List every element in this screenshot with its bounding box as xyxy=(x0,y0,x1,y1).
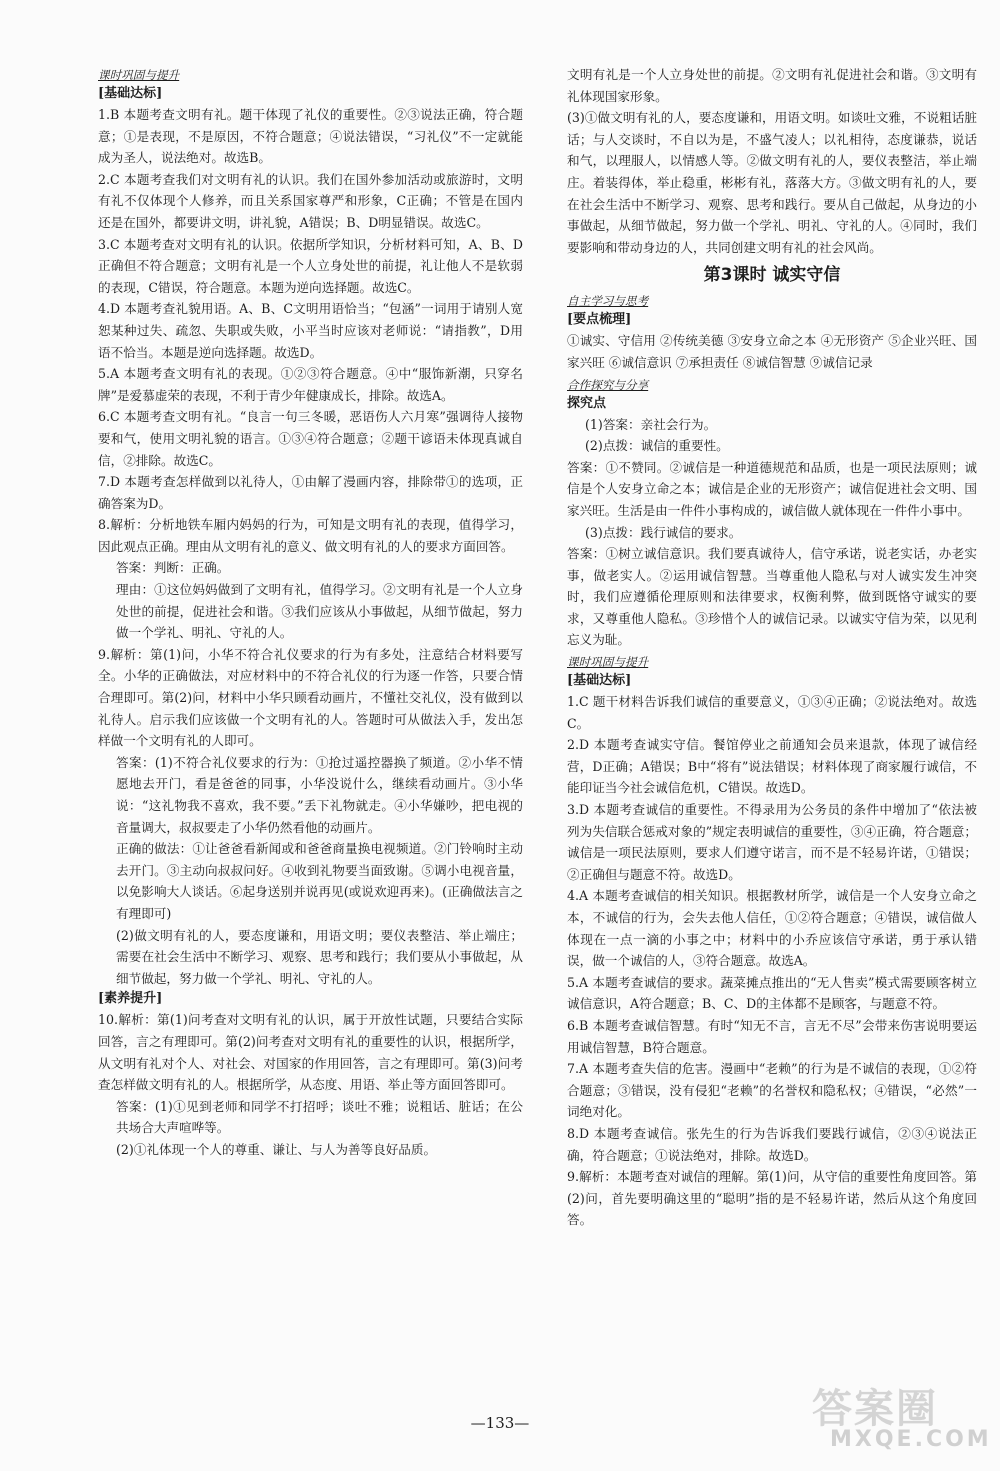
section-tag: 探究点 xyxy=(567,395,607,411)
answer-item: 8.D 本题考查诚信。张先生的行为告诉我们要践行诚信，②③④说法正确，符合题意；①说法绝对，排除。故选D。 xyxy=(567,1125,977,1163)
answer-text: (3)点拨：践行诚信的要求。 xyxy=(585,524,742,540)
section-tag: [素养提升] xyxy=(98,991,163,1007)
answer-item: 4.D 本题考查礼貌用语。A、B、C文明用语恰当；“包涵”一词用于请别人宽恕某种过失、疏忽、失职或失败，小平当时应该对老师说：“请指教”，D用语不恰当。本题是逆向选择题。故选D。 xyxy=(98,301,523,360)
answer-item: 7.A 本题考查失信的危害。漫画中“老赖”的行为是不诚信的表现，①②符合题意；③错误，没有侵犯“老赖”的名誉权和隐私权；④错误，“必然”一词绝对化。 xyxy=(567,1061,977,1120)
answer-text: (2)①礼体现一个人的尊重、谦让、与人为善等良好品质。 xyxy=(116,1141,437,1157)
key-points: ①诚实、守信用 ②传统美德 ③安身立命之本 ④无形资产 ⑤企业兴旺、国家兴旺 ⑥诚信意识 ⑦承担责任 ⑧诚信智慧 ⑨诚信记录 xyxy=(567,333,977,370)
section-header: 课时巩固与提升 xyxy=(98,68,180,82)
answer-item: 7.D 本题考查怎样做到以礼待人，①由解了漫画内容，排除带①的选项，正确答案为D。 xyxy=(98,474,523,511)
answer-text: 正确的做法：①让爸爸看新闻或和爸爸商量换电视频道。②门铃响时主动去开门。③主动向叔叔问好。④收到礼物要当面致谢。⑤调小电视音量，以免影响大人谈话。⑥起身送别并说再见(或说欢迎再来)。(正确做法言之有理即可) xyxy=(116,841,523,921)
answer-text: 答案：(1)不符合礼仪要求的行为：①抢过遥控器换了频道。②小华不情愿地去开门，看是爸爸的同事，小华没说什么，继续看动画片。③小华说：“这礼物我不喜欢，我不要。”丢下礼物就走。④小华嫌吵，把电视的音量调大，叔叔要走了小华仍然看他的动画片。 xyxy=(116,754,523,835)
answer-item: 5.A 本题考查诚信的要求。蔬菜摊点推出的“无人售卖”模式需要顾客树立诚信意识，A符合题意；B、C、D的主体都不是顾客，与题意不符。 xyxy=(567,974,977,1012)
section-header: 合作探究与分享 xyxy=(567,377,649,392)
answer-item: 3.C 本题考查对文明有礼的认识。依据所学知识，分析材料可知，A、B、D正确但不符合题意；文明有礼是一个人立身处世的前提，礼让他人不是软弱的表现，C错误，符合题意。本题为逆向选择题。故选C。 xyxy=(98,236,523,295)
answer-item: 8.解析：分析地铁车厢内妈妈的行为，可知是文明有礼的表现，值得学习，因此观点正确。理由从文明有礼的意义、做文明有礼的人的要求方面回答。 xyxy=(98,517,523,554)
section-header: 课时巩固与提升 xyxy=(567,655,649,670)
answer-item: 1.B 本题考查文明有礼。题干体现了礼仪的重要性。②③说法正确，符合题意；①是表现，不是原因，不符合题意；④说法错误，“习礼仪”不一定就能成为圣人，说法绝对。故选B。 xyxy=(98,107,523,166)
answer-item: 2.D 本题考查诚实守信。餐馆停业之前通知会员来退款，体现了诚信经营，D正确；A错误；B中“将有”说法错误；材料体现了商家履行诚信，不能印证当今社会诚信危机，C错误。故选D。 xyxy=(567,737,977,796)
answer-item: 3.D 本题考查诚信的重要性。不得录用为公务员的条件中增加了“依法被列为失信联合惩戒对象的”规定表明诚信的重要性，③④正确，符合题意；诚信是一项民法原则，要求人们遵守诺言，而不是不轻易许诺，①错误；②正确但与题意不符。故选D。 xyxy=(567,802,977,882)
answer-item: 9.解析：本题考查对诚信的理解。第(1)问，从守信的重要性角度回答。第(2)问，首先要明确这里的“聪明”指的是不轻易许诺，然后从这个角度回答。 xyxy=(567,1169,977,1228)
answer-text: (1)答案：亲社会行为。 xyxy=(585,416,717,432)
answer-text: 理由：①这位妈妈做到了文明有礼，值得学习。②文明有礼是一个人立身处世的前提，促进社会和谐。③我们应该从小事做起，从细节做起，努力做一个学礼、明礼、守礼的人。 xyxy=(116,582,523,641)
watermark-text: 答案圈 xyxy=(812,1386,938,1432)
answer-item: 5.A 本题考查文明有礼的表现。①②③符合题意。④中“服饰新潮，只穿名牌”是爱慕虚荣的表现，不利于青少年健康成长，排除。故选A。 xyxy=(98,366,523,403)
right-column xyxy=(567,64,977,1231)
answer-item: 2.C 本题考查我们对文明有礼的认识。我们在国外参加活动或旅游时，文明有礼不仅体现个人修养，而且关系国家尊严和形象，C正确；不管是在国内还是在国外，都要讲文明，讲礼貌，A错误；B、D明显错误。故选C。 xyxy=(98,171,523,230)
answer-text: 答案：判断：正确。 xyxy=(116,560,230,576)
section-tag: [要点梳理] xyxy=(567,312,632,328)
section-tag: [基础达标] xyxy=(567,673,632,689)
lesson-title: 第3课时 诚实守信 xyxy=(703,265,841,286)
answer-item: 6.B 本题考查诚信智慧。有时“知无不言，言无不尽”会带来伤害说明要运用诚信智慧，B符合题意。 xyxy=(567,1017,977,1055)
answer-text: 答案：①不赞同。②诚信是一种道德规范和品质，也是一项民法原则；诚信是个人安身立命之本；诚信是企业的无形资产；诚信促进社会文明、国家兴旺。生活是由一件件小事构成的，诚信做人就体现在一件件小事中。 xyxy=(567,459,977,518)
section-tag: [基础达标] xyxy=(98,86,163,101)
answer-text: (3)①做文明有礼的人，要态度谦和，用语文明。如谈吐文雅，不说粗话脏话；与人交谈时，不自以为是，不盛气凌人；以礼相待，态度谦恭，说话和气，以理服人，以情感人等。②做文明有礼的人，要仪表整洁，举止端庄。着装得体，举止稳重，彬彬有礼，落落大方。③做文明有礼的人，要在社会生活中不断学习、观察、思考和践行。要从自己做起，从身边的小事做起，从细节做起，努力做一个学礼、明礼、守礼的人。④同时，我们要影响和带动身边的人，共同创建文明有礼的社会风尚。 xyxy=(567,110,977,255)
answer-item: 10.解析：第(1)问考查对文明有礼的认识，属于开放性试题，只要结合实际回答，言之有理即可。第(2)问考查对文明有礼的重要性的认识，根据所学，从文明有礼对个人、对社会、对国家的作用回答，言之有理即可。第(3)问考查怎样做文明有礼的人。根据所学，从态度、用语、举止等方面回答即可。 xyxy=(98,1012,523,1093)
page-number: —133— xyxy=(470,1414,530,1432)
left-column xyxy=(98,64,523,1161)
answer-item: 6.C 本题考查文明有礼。“良言一句三冬暖，恶语伤人六月寒”强调待人接物要和气，使用文明礼貌的语言。①③④符合题意；②题干谚语未体现真诚自信，②排除。故选C。 xyxy=(98,409,523,468)
answer-item: 1.C 题干材料告诉我们诚信的重要意义，①③④正确；②说法绝对。故选C。 xyxy=(567,694,977,731)
answer-text: 答案：(1)①见到老师和同学不打招呼；谈吐不雅；说粗话、脏话；在公共场合大声喧哗等。 xyxy=(116,1098,523,1136)
watermark-logo xyxy=(812,1377,992,1457)
answer-text: 文明有礼是一个人立身处世的前提。②文明有礼促进社会和谐。③文明有礼体现国家形象。 xyxy=(567,67,977,104)
section-header: 自主学习与思考 xyxy=(567,294,649,309)
answer-item: 4.A 本题考查诚信的相关知识。根据教材所学，诚信是一个人安身立命之本，不诚信的行为，会失去他人信任，①②符合题意；④错误，诚信做人体现在一点一滴的小事之中；材料中的小乔应该信守承诺，勇于承认错误，做一个诚信的人，③符合题意。故选A。 xyxy=(567,888,977,969)
answer-text: (2)做文明有礼的人，要态度谦和，用语文明；要仪表整洁、举止端庄；需要在社会生活中不断学习、观察、思考和践行；我们要从小事做起，从细节做起，努力做一个学礼、明礼、守礼的人。 xyxy=(116,927,523,986)
answer-text: (2)点拨：诚信的重要性。 xyxy=(585,438,729,454)
answer-item: 9.解析：第(1)问，小华不符合礼仪要求的行为有多处，注意结合材料要写全。小华的正确做法，对应材料中的不符合礼仪的行为逐一作答，只要合情合理即可。第(2)问，材料中小华只顾看动画片，不懂社交礼仪，没有做到以礼待人。启示我们应该做一个文明有礼的人。答题时可从做法入手，发出怎样做一个文明有礼的人即可。 xyxy=(98,646,523,749)
watermark-url: MXQE.COM xyxy=(830,1427,992,1452)
answer-text: 答案：①树立诚信意识。我们要真诚待人，信守承诺，说老实话，办老实事，做老实人。②运用诚信智慧。当尊重他人隐私与对人诚实发生冲突时，我们应遵循伦理原则和法律要求，权衡利弊，做到既恪守诚实的要求，又尊重他人隐私。③珍惜个人的诚信记录。以诚实守信为荣，以见利忘义为耻。 xyxy=(567,546,977,648)
